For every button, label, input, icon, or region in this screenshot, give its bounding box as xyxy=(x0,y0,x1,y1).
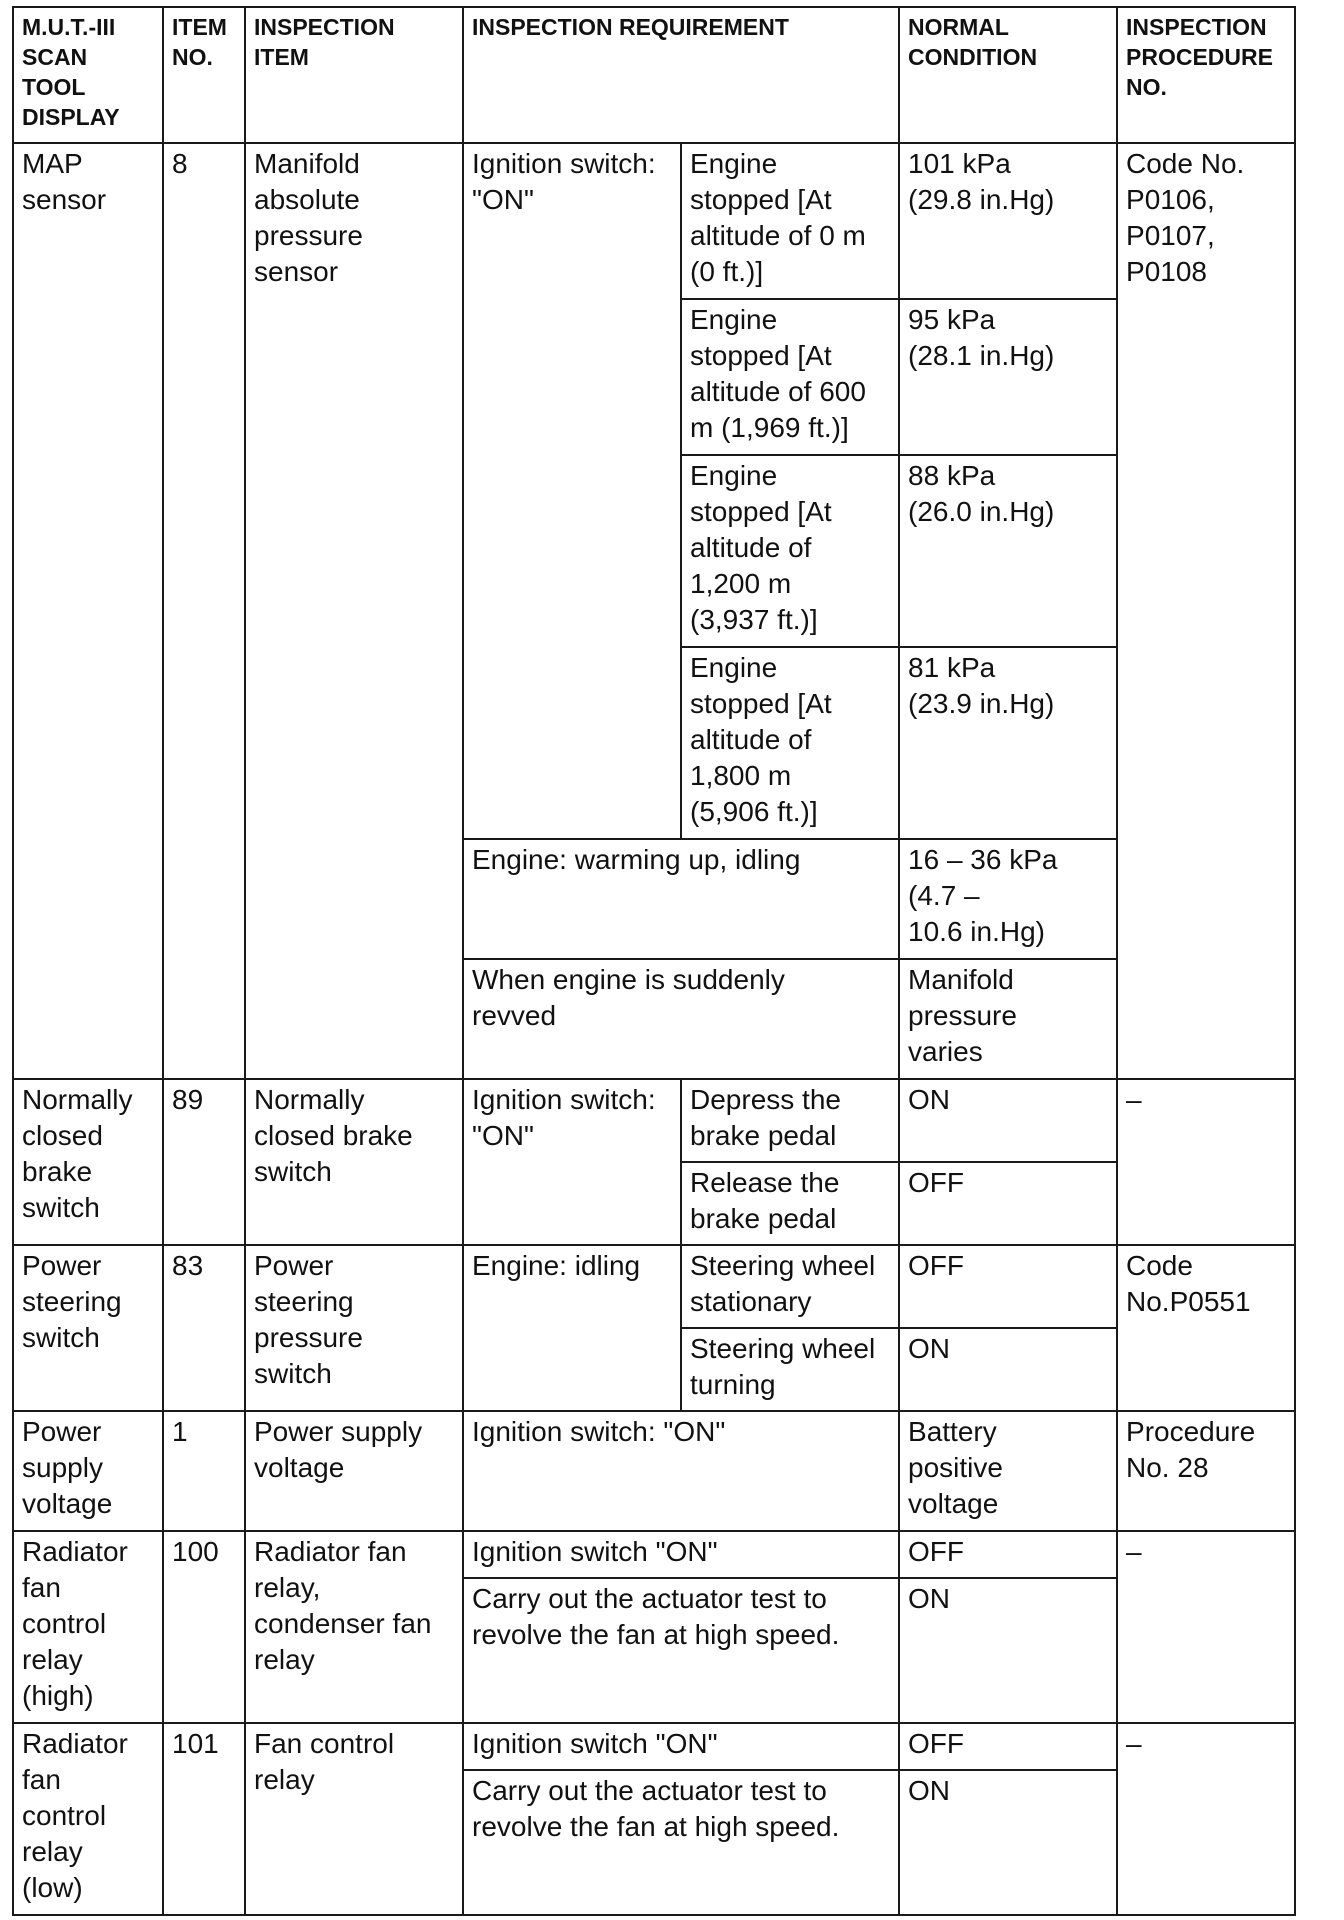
fan-high-requirement: Carry out the actuator test to revolve the fan at high speed. xyxy=(463,1578,899,1723)
map-sub-requirement: Engine stopped [At altitude of 1,200 m (3,937 ft.)] xyxy=(681,455,899,647)
header-normal-condition: NORMAL CONDITION xyxy=(899,7,1117,143)
header-inspection-item: INSPECTION ITEM xyxy=(245,7,463,143)
brake-sub-requirement: Release the brake pedal xyxy=(681,1162,899,1245)
fan-high-normal-condition: OFF xyxy=(899,1531,1117,1578)
inspection-table xyxy=(12,6,1296,1916)
map-requirement-main: Ignition switch: "ON" xyxy=(463,143,681,839)
fan-low-procedure: – xyxy=(1117,1723,1295,1915)
table-row-power-supply xyxy=(13,1411,1295,1531)
steering-normal-condition: OFF xyxy=(899,1245,1117,1328)
fan-low-requirement: Carry out the actuator test to revolve the fan at high speed. xyxy=(463,1770,899,1915)
brake-sub-requirement: Depress the brake pedal xyxy=(681,1079,899,1162)
brake-procedure: – xyxy=(1117,1079,1295,1245)
map-rev-requirement: When engine is suddenly revved xyxy=(463,959,899,1079)
map-normal-condition: 95 kPa (28.1 in.Hg) xyxy=(899,299,1117,455)
fan-high-procedure: – xyxy=(1117,1531,1295,1723)
table-row-fan-high xyxy=(13,1531,1295,1578)
map-normal-condition: 88 kPa (26.0 in.Hg) xyxy=(899,455,1117,647)
fan-high-inspection-item: Radiator fan relay, condenser fan relay xyxy=(245,1531,463,1723)
fan-high-requirement: Ignition switch "ON" xyxy=(463,1531,899,1578)
table-row-brake-switch xyxy=(13,1079,1295,1162)
map-sub-requirement: Engine stopped [At altitude of 600 m (1,969 ft.)] xyxy=(681,299,899,455)
fan-low-display: Radiator fan control relay (low) xyxy=(13,1723,163,1915)
map-display: MAP sensor xyxy=(13,143,163,1079)
brake-display: Normally closed brake switch xyxy=(13,1079,163,1245)
fan-low-inspection-item: Fan control relay xyxy=(245,1723,463,1915)
map-sub-requirement: Engine stopped [At altitude of 0 m (0 ft.)] xyxy=(681,143,899,299)
map-inspection-item: Manifold absolute pressure sensor xyxy=(245,143,463,1079)
fan-low-normal-condition: OFF xyxy=(899,1723,1117,1770)
header-row xyxy=(13,7,1295,143)
map-idle-normal: 16 – 36 kPa (4.7 – 10.6 in.Hg) xyxy=(899,839,1117,959)
steering-item-no: 83 xyxy=(163,1245,245,1411)
map-idle-requirement: Engine: warming up, idling xyxy=(463,839,899,959)
steering-requirement-main: Engine: idling xyxy=(463,1245,681,1411)
header-display: M.U.T.-III SCAN TOOL DISPLAY xyxy=(13,7,163,143)
map-sub-requirement: Engine stopped [At altitude of 1,800 m (5,906 ft.)] xyxy=(681,647,899,839)
header-item-no: ITEM NO. xyxy=(163,7,245,143)
steering-procedure: Code No.P0551 xyxy=(1117,1245,1295,1411)
header-inspection-requirement: INSPECTION REQUIREMENT xyxy=(463,7,899,143)
power-procedure: Procedure No. 28 xyxy=(1117,1411,1295,1531)
steering-sub-requirement: Steering wheel turning xyxy=(681,1328,899,1411)
power-display: Power supply voltage xyxy=(13,1411,163,1531)
power-item-no: 1 xyxy=(163,1411,245,1531)
power-inspection-item: Power supply voltage xyxy=(245,1411,463,1531)
fan-low-normal-condition: ON xyxy=(899,1770,1117,1915)
table-row-power-steering xyxy=(13,1245,1295,1328)
fan-high-normal-condition: ON xyxy=(899,1578,1117,1723)
brake-normal-condition: OFF xyxy=(899,1162,1117,1245)
steering-sub-requirement: Steering wheel stationary xyxy=(681,1245,899,1328)
fan-low-item-no: 101 xyxy=(163,1723,245,1915)
steering-normal-condition: ON xyxy=(899,1328,1117,1411)
brake-item-no: 89 xyxy=(163,1079,245,1245)
brake-inspection-item: Normally closed brake switch xyxy=(245,1079,463,1245)
header-procedure-no: INSPECTION PROCEDURE NO. xyxy=(1117,7,1295,143)
brake-requirement-main: Ignition switch: "ON" xyxy=(463,1079,681,1245)
map-item-no: 8 xyxy=(163,143,245,1079)
table-row-map-sensor xyxy=(13,143,1295,299)
table-row-fan-low xyxy=(13,1723,1295,1770)
fan-high-display: Radiator fan control relay (high) xyxy=(13,1531,163,1723)
steering-display: Power steering switch xyxy=(13,1245,163,1411)
steering-inspection-item: Power steering pressure switch xyxy=(245,1245,463,1411)
map-rev-normal: Manifold pressure varies xyxy=(899,959,1117,1079)
map-normal-condition: 101 kPa (29.8 in.Hg) xyxy=(899,143,1117,299)
map-normal-condition: 81 kPa (23.9 in.Hg) xyxy=(899,647,1117,839)
map-procedure: Code No. P0106, P0107, P0108 xyxy=(1117,143,1295,1079)
power-normal-condition: Battery positive voltage xyxy=(899,1411,1117,1531)
fan-low-requirement: Ignition switch "ON" xyxy=(463,1723,899,1770)
brake-normal-condition: ON xyxy=(899,1079,1117,1162)
fan-high-item-no: 100 xyxy=(163,1531,245,1723)
power-requirement: Ignition switch: "ON" xyxy=(463,1411,899,1531)
